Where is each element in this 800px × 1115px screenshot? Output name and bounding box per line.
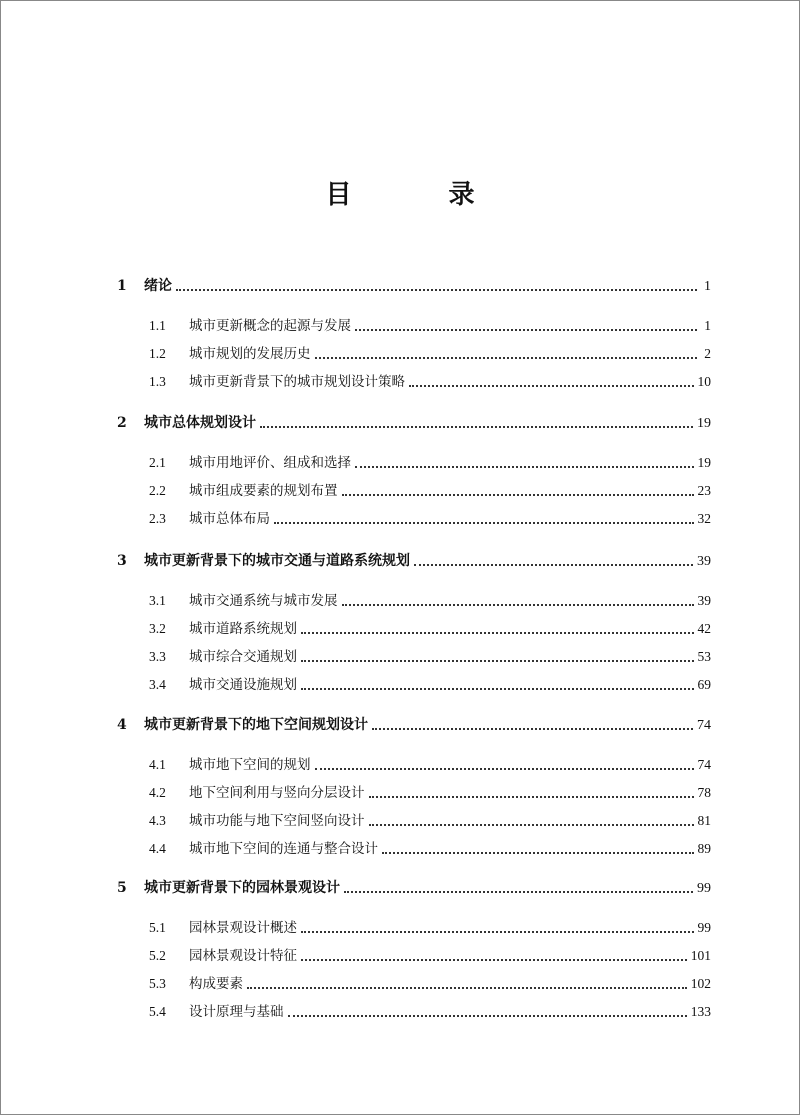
toc-section-entry[interactable]	[149, 782, 711, 804]
section-title: 园林景观设计概述	[189, 920, 297, 936]
section-number: 3.1	[149, 593, 166, 608]
page-number: 133	[690, 1004, 711, 1019]
dot-leader	[315, 356, 698, 359]
section-title: 城市用地评价、组成和选择	[189, 455, 351, 471]
toc-section-entry[interactable]	[149, 618, 711, 640]
section-number: 4.1	[149, 757, 166, 772]
toc-section-entry[interactable]	[149, 508, 711, 530]
toc-chapter-entry[interactable]	[117, 412, 711, 434]
section-number: 1.2	[149, 346, 166, 361]
toc-section-entry[interactable]	[149, 452, 711, 474]
toc-section-entry[interactable]	[149, 646, 711, 668]
section-number: 2.2	[149, 483, 166, 498]
section-number: 1.3	[149, 374, 166, 389]
dot-leader	[247, 986, 687, 989]
toc-section-entry[interactable]	[149, 810, 711, 832]
dot-leader	[301, 631, 694, 634]
toc-section-entry[interactable]	[149, 674, 711, 696]
dot-leader	[260, 425, 693, 428]
toc-chapter-entry[interactable]	[117, 877, 711, 899]
toc-chapter-entry[interactable]	[117, 550, 711, 572]
section-title: 城市规划的发展历史	[189, 346, 311, 362]
dot-leader	[355, 328, 697, 331]
section-number: 4.3	[149, 813, 166, 828]
section-title: 城市交通系统与城市发展	[189, 593, 338, 609]
section-title: 城市功能与地下空间竖向设计	[189, 813, 365, 829]
page-number: 69	[697, 677, 711, 692]
page-number: 78	[697, 785, 711, 800]
dot-leader	[288, 1014, 687, 1017]
section-title: 地下空间利用与竖向分层设计	[189, 785, 365, 801]
dot-leader	[409, 384, 694, 387]
page-number: 74	[697, 718, 711, 733]
section-number: 5.2	[149, 948, 166, 963]
page-title: 目 录	[325, 180, 519, 210]
section-title: 城市地下空间的规划	[189, 757, 311, 773]
page-number: 32	[697, 511, 711, 526]
section-title: 城市综合交通规划	[189, 649, 297, 665]
page-number: 2	[704, 346, 711, 361]
section-number: 3.2	[149, 621, 166, 636]
section-number: 5.3	[149, 976, 166, 991]
dot-leader	[372, 727, 693, 730]
page-number: 81	[697, 813, 711, 828]
chapter-title: 绪论	[144, 278, 172, 294]
toc-section-entry[interactable]	[149, 754, 711, 776]
page-number: 74	[697, 757, 711, 772]
toc-chapter-entry[interactable]	[117, 714, 711, 736]
page-number: 53	[697, 649, 711, 664]
dot-leader	[274, 521, 694, 524]
section-title: 城市道路系统规划	[189, 621, 297, 637]
page-number: 101	[690, 948, 711, 963]
dot-leader	[301, 687, 694, 690]
section-title: 城市地下空间的连通与整合设计	[189, 841, 378, 857]
dot-leader	[369, 823, 694, 826]
section-title: 城市交通设施规划	[189, 677, 297, 693]
toc-section-entry[interactable]	[149, 343, 711, 365]
toc-section-entry[interactable]	[149, 973, 711, 995]
chapter-title: 城市更新背景下的城市交通与道路系统规划	[144, 553, 410, 569]
section-title: 城市更新概念的起源与发展	[189, 318, 351, 334]
chapter-title: 城市总体规划设计	[144, 415, 256, 431]
page-number: 19	[697, 455, 711, 470]
page-number: 10	[697, 374, 711, 389]
toc-section-entry[interactable]	[149, 315, 711, 337]
dot-leader	[301, 958, 687, 961]
section-number: 4.2	[149, 785, 166, 800]
page-number: 19	[697, 416, 711, 431]
page-number: 23	[697, 483, 711, 498]
section-number: 2.1	[149, 455, 166, 470]
dot-leader	[301, 659, 694, 662]
dot-leader	[301, 930, 694, 933]
dot-leader	[342, 603, 694, 606]
section-number: 3.4	[149, 677, 166, 692]
section-number: 5.1	[149, 920, 166, 935]
section-number: 1.1	[149, 318, 166, 333]
chapter-title: 城市更新背景下的地下空间规划设计	[144, 717, 368, 733]
dot-leader	[382, 851, 694, 854]
chapter-title: 城市更新背景下的园林景观设计	[144, 880, 340, 896]
toc-section-entry[interactable]	[149, 838, 711, 860]
toc-section-entry[interactable]	[149, 945, 711, 967]
page-number: 102	[690, 976, 711, 991]
toc-section-entry[interactable]	[149, 371, 711, 393]
page-number: 39	[697, 554, 711, 569]
section-number: 5.4	[149, 1004, 166, 1019]
section-title: 城市组成要素的规划布置	[189, 483, 338, 499]
section-number: 4.4	[149, 841, 166, 856]
page-number: 42	[697, 621, 711, 636]
toc-section-entry[interactable]	[149, 1001, 711, 1023]
page-number: 99	[697, 920, 711, 935]
dot-leader	[342, 493, 694, 496]
page-number: 1	[704, 279, 711, 294]
page-number: 1	[704, 318, 711, 333]
page-number: 39	[697, 593, 711, 608]
page-number: 99	[697, 881, 711, 896]
dot-leader	[355, 465, 694, 468]
section-title: 构成要素	[189, 976, 243, 992]
section-title: 城市更新背景下的城市规划设计策略	[189, 374, 405, 390]
toc-section-entry[interactable]	[149, 590, 711, 612]
section-number: 3.3	[149, 649, 166, 664]
toc-section-entry[interactable]	[149, 917, 711, 939]
chapter-number: 3	[117, 553, 127, 569]
chapter-number: 4	[117, 717, 127, 733]
section-title: 城市总体布局	[189, 511, 270, 527]
toc-chapter-entry[interactable]	[117, 275, 711, 297]
page-number: 89	[697, 841, 711, 856]
dot-leader	[315, 767, 694, 770]
chapter-number: 5	[117, 880, 127, 896]
chapter-number: 1	[117, 278, 127, 294]
section-title: 设计原理与基础	[189, 1004, 284, 1020]
toc-section-entry[interactable]	[149, 480, 711, 502]
dot-leader	[176, 288, 697, 291]
chapter-number: 2	[117, 415, 127, 431]
section-number: 2.3	[149, 511, 166, 526]
dot-leader	[344, 890, 693, 893]
section-title: 园林景观设计特征	[189, 948, 297, 964]
dot-leader	[369, 795, 694, 798]
dot-leader	[414, 563, 693, 566]
